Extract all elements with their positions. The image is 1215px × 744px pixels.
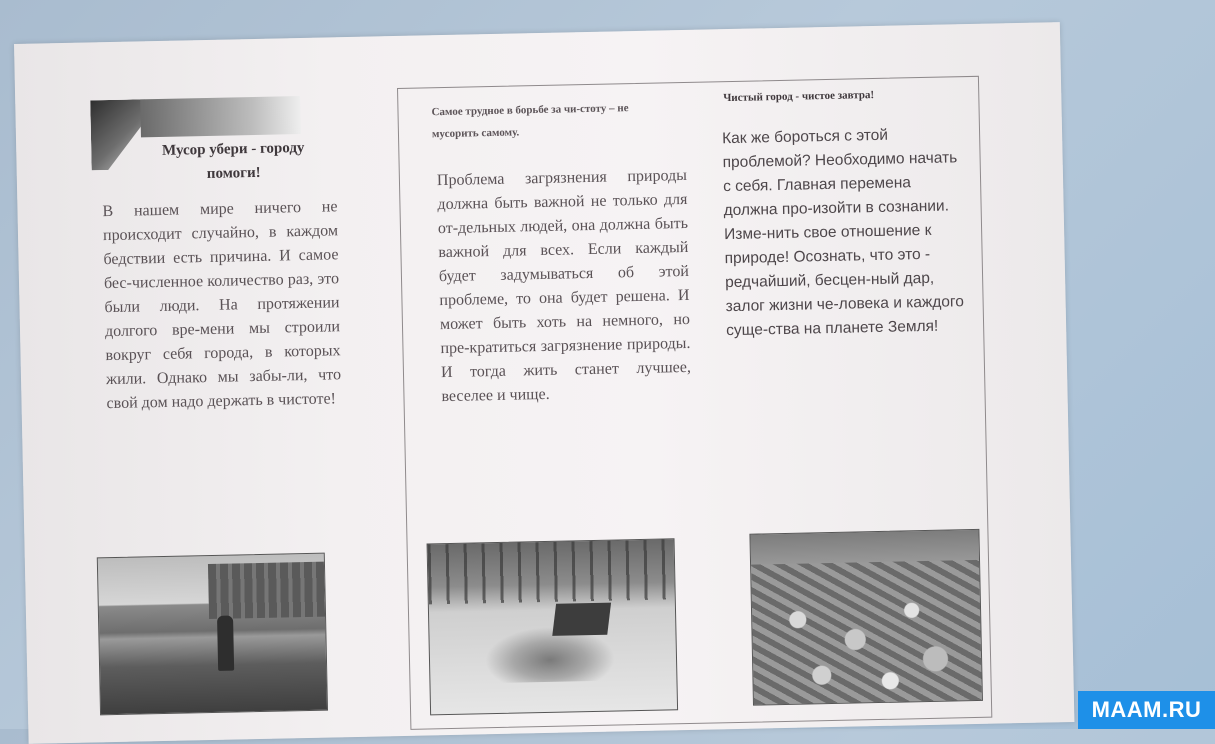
panel3-title: Чистый город - чистое завтра! [723,88,875,105]
watermark-logo[interactable]: MAAM.RU [1078,691,1215,729]
dumpster-shape [552,603,611,636]
panel2-body: Проблема загрязнения природы должна быть важной не только для от-дельных людей, она должна быть важной для всех. Если каждый будет задумываться об этой проблеме, то она будет решена. И может быть хоть на немного, но пре-кратиться загрязнение природы. И тогда жить станет лучшее, веселее и чище. [436,166,692,406]
title-gradient-bar [140,96,301,137]
street-photo [97,553,328,716]
panel3-body: Как же бороться с этой проблемой? Необходимо начать с себя. Главная перемена должна про-изойти в сознании. Изме-нить свое отношение к природе! Осознать, что это - редчайший, бесцен-ный дар, залог жизни че-ловека и каждого суще-ства на планете Земля! [721,126,965,340]
rubble-photo [749,529,983,706]
rubble-shape [751,560,982,705]
brochure-sheet [14,22,1074,744]
corner-decoration [90,99,146,170]
person-silhouette [217,616,234,671]
panel1-body: В нашем мире ничего не происходит случайно, в каждом бедствии есть причина. И самое бес-численное количество раз, это были люди. На протяжении долгого вре-мени мы строили вокруг себя города, в которых жили. Однако мы забы-ли, что свой дом надо держать в чистоте! [102,198,342,413]
building-shape [208,562,325,619]
panel1-title: Мусор убери - городу помоги! [161,139,305,182]
trees-shape [428,539,675,604]
panel2-title: Самое трудное в борьбе за чи-стоту – не мусорить самому. [431,102,629,141]
snow-garbage-photo [427,538,679,715]
